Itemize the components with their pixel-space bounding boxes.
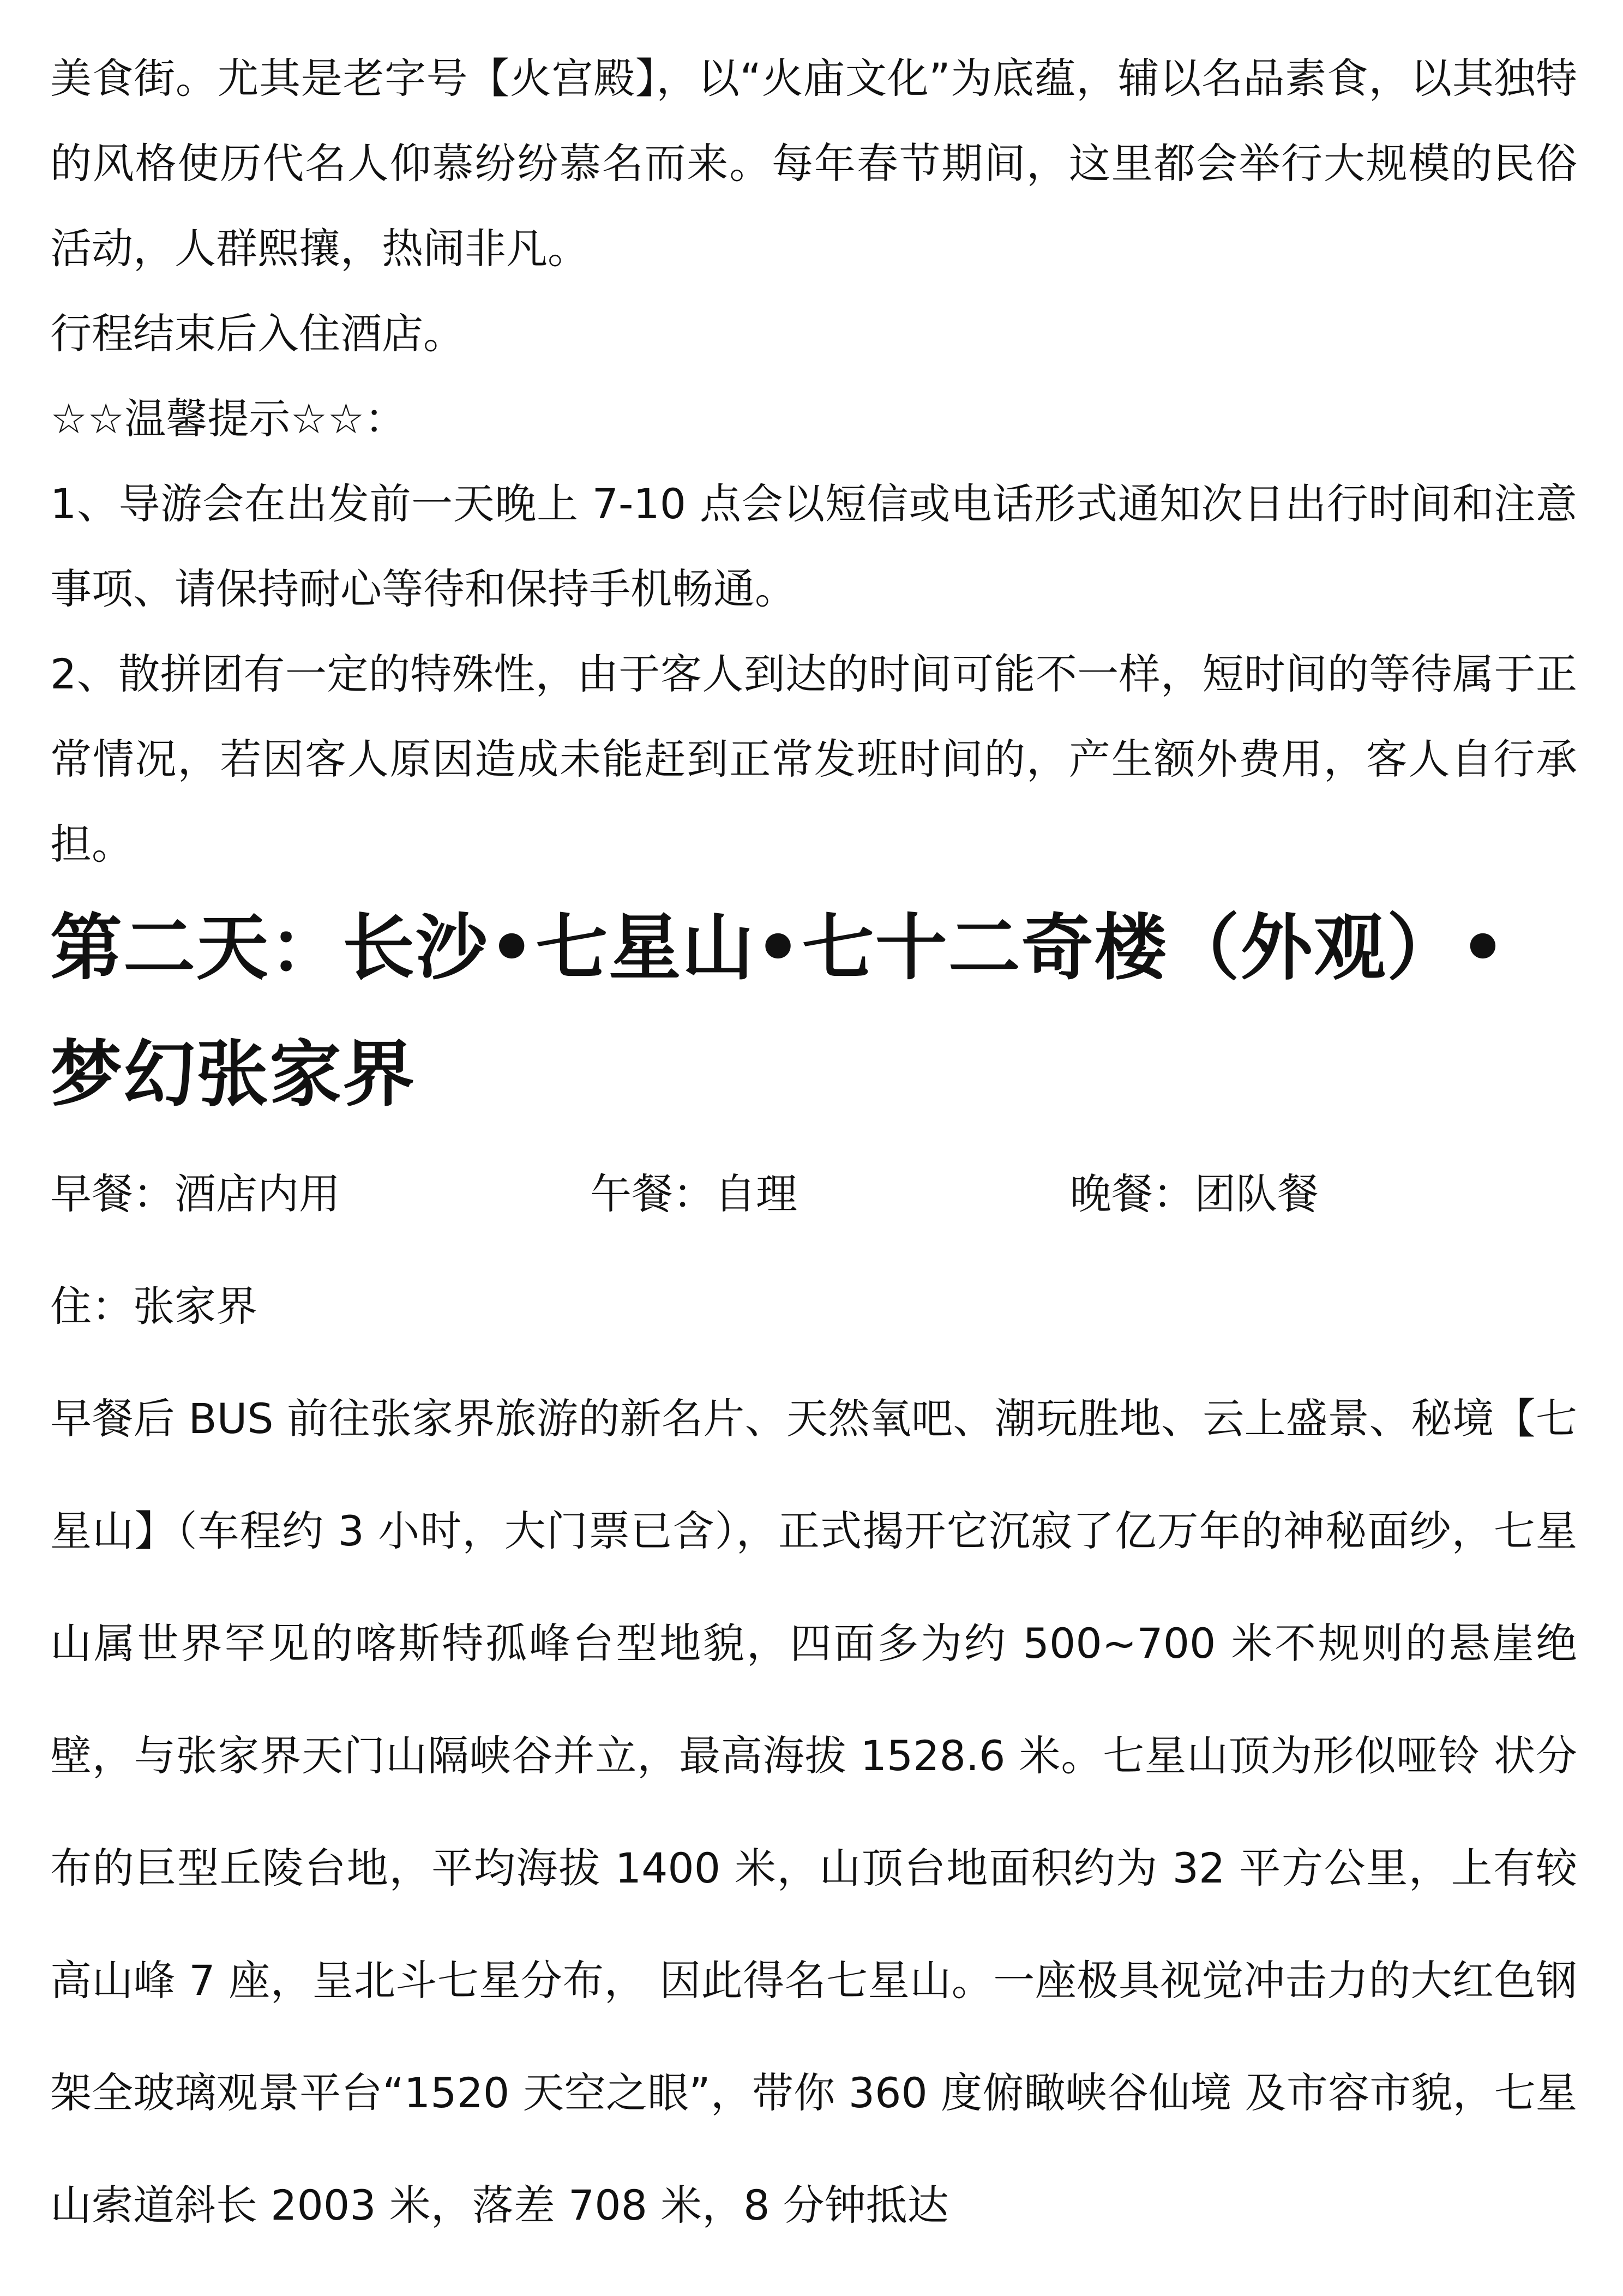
intro-paragraph: 美食街。尤其是老字号【火宫殿】，以“火庙文化”为底蕴，辅以名品素食，以其独特的风格使历代名人仰慕纷纷慕名而来。每年春节期间，这里都会举行大规模的民俗活动，人群熙攘，热闹非凡。 (50, 54, 1577, 273)
day2-heading: 第二天：长沙•七星山•七十二奇楼（外观）•梦幻张家界 (50, 906, 1507, 1117)
document-page (50, 0, 1577, 2262)
lunch-label: 午餐：自理 (590, 1170, 797, 1218)
tip-1: 1、导游会在出发前一天晚上 7-10 点会以短信或电话形式通知次日出行时间和注意事项、请保持耐心等待和保持手机畅通。 (50, 479, 1577, 613)
tips-title: ☆☆温馨提示☆☆： (50, 394, 406, 443)
breakfast-label: 早餐：酒店内用 (50, 1170, 340, 1218)
stay-label: 住：张家界 (50, 1282, 257, 1330)
hotel-checkin-text: 行程结束后入住酒店。 (50, 309, 465, 358)
tip-2: 2、散拼团有一定的特殊性，由于客人到达的时间可能不一样，短时间的等待属于正常情况，若因客人原因造成未能赶到正常发班时间的，产生额外费用，客人自行承担。 (50, 650, 1577, 868)
dinner-label: 晚餐：团队餐 (1070, 1170, 1319, 1218)
meals-row (50, 1138, 1577, 1250)
day2-description: 早餐后 BUS 前往张家界旅游的新名片、天然氧吧、潮玩胜地、云上盛景、秘境【七星山】（车程约 3 小时，大门票已含），正式揭开它沉寂了亿万年的神秘面纱，七星山属世界罕见的喀斯特孤峰台型地貌，四面多为约 500~700 米不规则的悬崖绝壁，与张家界天门山隔峡谷并立，最高海拔 1528.6 米。七星山顶为形似哑铃 状分布的巨型丘陵台地，平均海拔 1400 米，山顶台地面积约为 32 平方公里，上有较高山峰 7 座，呈北斗七星分布， 因此得名七星山。一座极具视觉冲击力的大红色钢架全玻璃观景平台“1520 天空之眼”，带你 360 度俯瞰峡谷仙境 及市容市貌，七星山索道斜长 2003 米，落差 708 米，8 分钟抵达 (50, 1394, 1577, 2229)
